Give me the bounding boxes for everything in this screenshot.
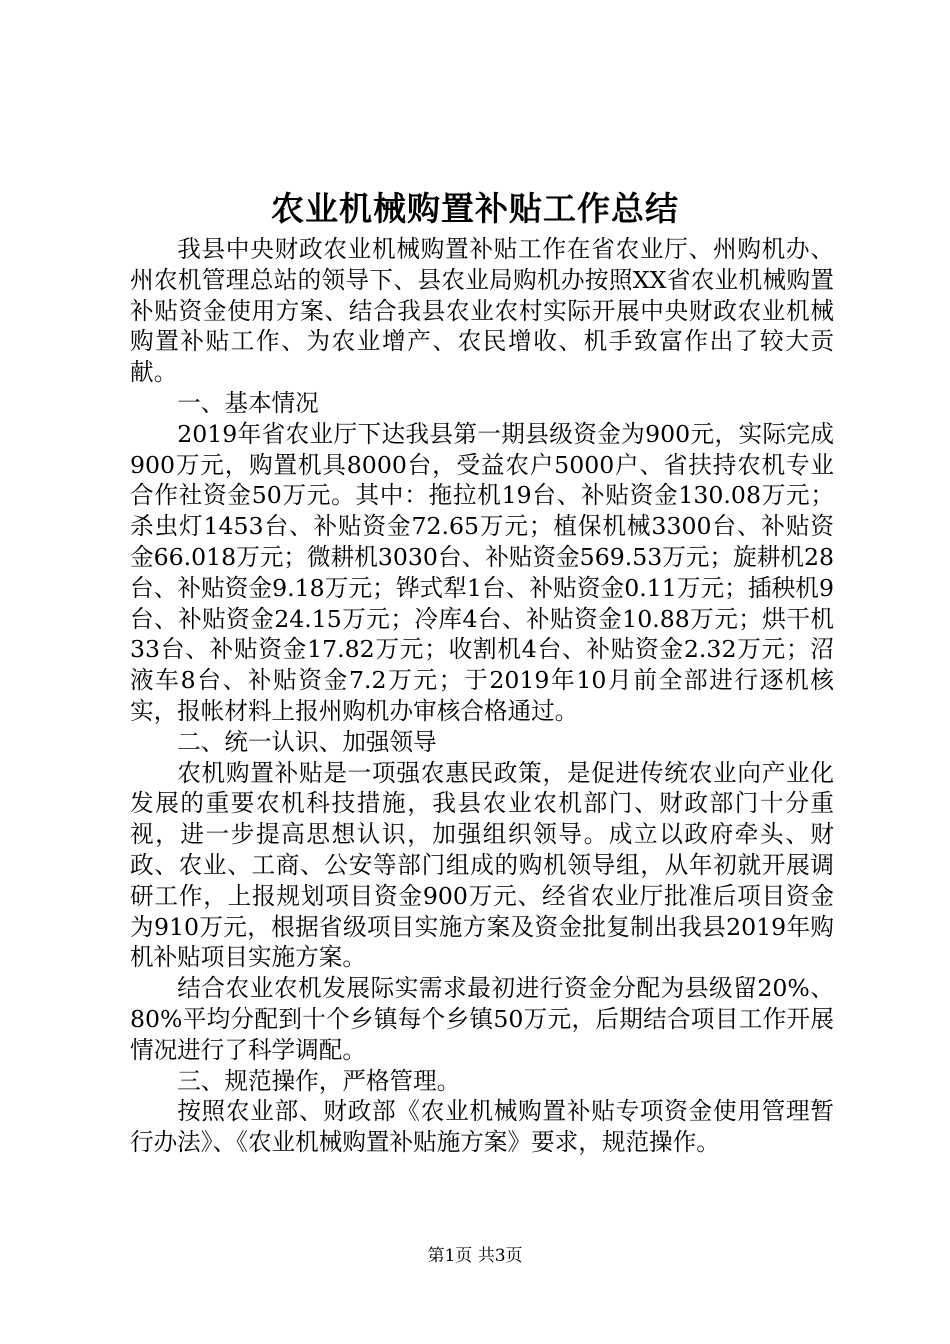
paragraph-fund-allocation: 结合农业农机发展际实需求最初进行资金分配为县级留20%、80%平均分配到十个乡镇每个乡镇50万元，后期结合项目工作开展情况进行了科学调配。 [130, 974, 834, 1064]
paragraph-intro: 我县中央财政农业机械购置补贴工作在省农业厅、州购机办、州农机管理总站的领导下、县农业局购机办按照XX省农业机械购置补贴资金使用方案、结合我县农业农村实际开展中央财政农业机械购置补贴工作、为农业增产、农民增收、机手致富作出了较大贡献。 [130, 235, 834, 387]
section-heading-basic: 一、基本情况 [177, 388, 319, 417]
paragraph-leadership: 农机购置补贴是一项强农惠民政策，是促进传统农业向产业化发展的重要农机科技措施，我县农业农机部门、财政部门十分重视，进一步提高思想认识，加强组织领导。成立以政府牵头、财政、农业、工商、公安等部门组成的购机领导组，从年初就开展调研工作，上报规划项目资金900万元、经省农业厅批准后项目资金为910万元，根据省级项目实施方案及资金批复制出我县2019年购机补贴项目实施方案。 [130, 758, 834, 972]
document-body [130, 234, 834, 1158]
section-heading-operation: 三、规范操作，严格管理。 [177, 1066, 461, 1095]
paragraph-basic-info: 2019年省农业厅下达我县第一期县级资金为900元，实际完成900万元，购置机具8000台，受益农户5000户、省扶持农机专业合作社资金50万元。其中：拖拉机19台、补贴资金130.08万元；杀虫灯1453台、补贴资金72.65万元；植保机械3300台、补贴资金66.018万元；微耕机3030台、补贴资金569.53万元；旋耕机28台、补贴资金9.18万元；铧式犁1台、补贴资金0.11万元；插秧机9台、补贴资金24.15万元；冷库4台、补贴资金10.88万元；烘干机33台、补贴资金17.82万元；收割机4台、补贴资金2.32万元；沼液车8台、补贴资金7.2万元；于2019年10月前全部进行逐机核实，报帐材料上报州购机办审核合格通过。 [130, 419, 834, 725]
paragraph-operation: 按照农业部、财政部《农业机械购置补贴专项资金使用管理暂行办法》、《农业机械购置补贴施方案》要求，规范操作。 [130, 1097, 834, 1157]
page-footer: 第1页 共3页 [427, 1246, 523, 1266]
document-title: 农业机械购置补贴工作总结 [271, 189, 679, 228]
section-heading-leadership: 二、统一认识、加强领导 [177, 727, 437, 756]
